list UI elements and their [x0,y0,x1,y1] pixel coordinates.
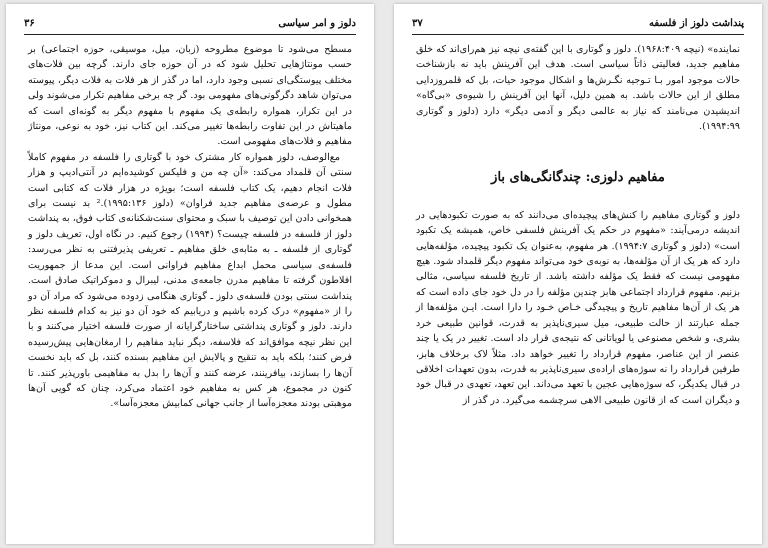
paragraph: مع‌الوصف، دلوز همواره کار مشترک خود با گوتاری را فلسفه در مفهوم کاملاً سنتی آن قلمداد می‌کند: «آن چه من و فلیکس کوشیده‌ایم در آنتی‌ادیپ و هزار فلات انجام دهیم، یک کتاب فلسفه است؛ بویژه در هزار فلات که کتابی است مطول و عرصه‌ی مفاهیم جدید فراوان» (دلوز ۱۹۹۵:۱۳۶).² بد نیست برای همخوانی دادن این توصیف با سبک و محتوای سنت‌شکنانه‌ی کتاب فوق، به پنداشت دلوز از فلسفه در فلسفه چیست؟ (۱۹۹۴) رجوع کنیم. در نگاه اول، تعریف دلوز و گوتاری از فلسفه ـ به مثابه‌ی خلق مفاهیم ـ تعریفی پذیرفتنی به نظر می‌رسد: فلسفه‌ی سیاسی محمل ابداع مفاهیم فراوانی است. این مدعا از جمهوریت افلاطون گرفته تا مفاهیم مدرن جامعه‌ی مدنی، لیبرال و دموکراتیک صادق است. پنداشت سنتی بودن فلسفه‌ی دلوز ـ گوتاری هنگامی زدوده می‌شود که مراد آن دو را از «مفهوم» درک کرده باشیم و دریابیم که خود آن دو نیز به کدام فلسفه نظر دارند. دلوز و گوتاری پنداشتی ساختارگرایانه از صورت فلسفه اختیار می‌کنند و با این نظر نیچه موافق‌اند که فلاسفه، دیگر نباید مفاهیم را ارمغان‌هایی پیش‌رسیده فرض کنند؛ بلکه باید به تنقیح و پالایش این مفاهیم بسنده کنند، بل که باید نخست آن‌ها را بسازند، بیافرینند، عرضه کنند و آن‌ها را بدل به مفاهیمی باورپذیر کنند. تا کنون در مجموع، هر کس به مفاهیم خود اعتماد می‌کرد، چنان که گویی آن‌ها موهبتی بودند معجزه‌آسا از جانب جهانی کمابیش معجزه‌آسا». [28,151,352,410]
running-title: دلوز و امر سیاسی [278,18,356,29]
page-header [412,18,744,35]
page-header [24,18,356,35]
page-number: ۳۷ [412,18,423,29]
book-page-right [394,4,762,544]
page-body [416,42,740,536]
page-number: ۳۶ [24,18,35,29]
paragraph: نماینده» (نیچه ۱۹۶۸:۴۰۹). دلوز و گوتاری با این گفته‌ی نیچه نیز هم‌رای‌اند که خلق مفاهیم جدید، فعالیتی ذاتاً سیاسی است. هدف این آفرینش باید نه بازشناخت حالات موجود امور بـا تـوجیه نگـرش‌ها و اشکال موجود حیات، بل که قلمروزدایی مطلق از این حالات باشد. به همین دلیل، آنها این آفرینش را شیوه‌ی «بی‌گاه» اندیشیدن می‌نامند که نیاز به عالمی دیگر و آدمی دیگر» دارد (دلوز و گوتاری ۱۹۹۴:۹۹). [416,44,740,133]
book-page-left [6,4,374,544]
running-title: پنداشت دلوز از فلسفه [648,18,744,29]
paragraph: مسطح می‌شود تا موضوع مطروحه (زبان، میل، موسیقی، حوزه اجتماعی) بر حسب مونتاژهایی تحلیل شود که در آن حوزه جای دارند. گرچه بین فلات‌های مختلف پیوستگی‌ای نسبی وجود دارد، اما در گذر از هر فلات به فلات دیگر، پیوسته می‌توان شاهد دگرگونی‌های مفهومی بود. گر چه برخی مفاهیم تکرار می‌شوند ولی در این تکرار، همواره رابطه‌ی یک مفهوم با مفهوم دیگر به گونه‌ای است که ماهیتاش در این تفاوت رابطه‌ها تغییر می‌کند. این کتاب نیز، خود به نوعی، مونتاژ مفاهیم و فلات‌های مفهومی است. [28,44,352,148]
section-heading: مفاهیم دلوزی: چندگانگی‌های باز [491,170,665,186]
page-body [28,42,352,536]
paragraph: دلوز و گوتاری مفاهیم را کنش‌های پیچیده‌ای می‌دانند که به صورت تکبودهایی در اندیشه درمی‌آیند: «مفهوم در حکم یک آفرینش فلسفی خاص، همیشه یک تکبود است» (دلوز و گوتاری ۱۹۹۴:۷). هر مفهوم، به‌عنوان یک تکبود پیچیده، مؤلفه‌هایی دارد که هر یک از آن مؤلفه‌ها، به نوبه‌ی خود می‌تواند مفهوم دیگر قلمداد شود. هیچ مفهومی نیست که فقط یک مؤلفه داشته باشد. از تاریخ فلسفه سیاسی، مثالی بزنیم. مفهوم قرارداد اجتماعی هابز چندین مؤلفه را در دل خود جای داده است که هر یک از آن‌ها مفاهیم تاریخ و پیچیدگی خـاص خـود را دارا است. ایـن مؤلفه‌ها از جمله عبارتند از حالت طبیعی، میل سیری‌ناپذیر به قدرت، قوانین طبیعی خرد بشری، و شخص مصنوعی یا لویاتانی که نتیجه‌ی قرار داد است. تغییر در یک یا چند عنصر از این عناصر، مفهوم قرارداد را تغییر خواهد داد. مثلاً لاک برخلاف هابز، طرفین قرارداد را نه سوژه‌های اراده‌ی سیری‌ناپذیر به قدرت، بدون تعهدات اخلاقی در قبال یکدیگر، که سوژه‌هایی عجین با تعهد می‌داند. این تعهد، تعهدی در قبال خود و دیگران است که از قانون طبیعی الاهی سرچشمه می‌گیرد. در گذر از [416,209,740,406]
